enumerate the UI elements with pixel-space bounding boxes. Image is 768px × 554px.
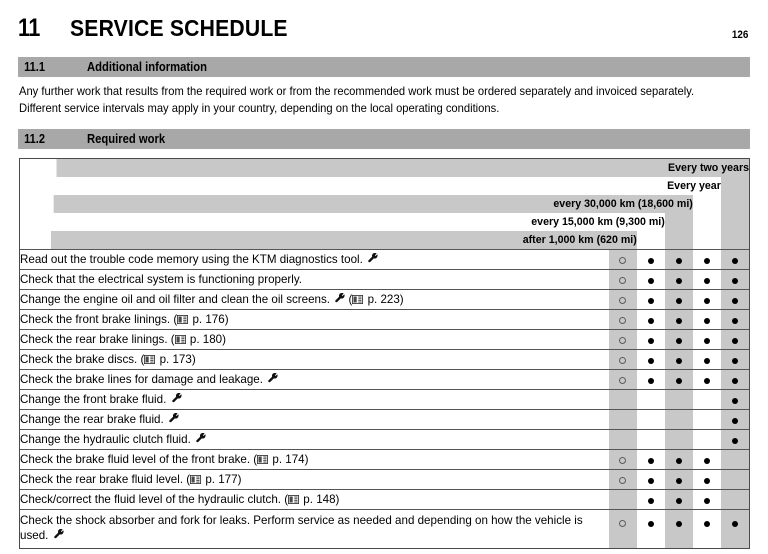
interval-marker-cell	[721, 470, 749, 490]
interval-header-spacer	[665, 213, 693, 231]
marker-filled	[676, 318, 682, 324]
table-header-row	[20, 213, 749, 231]
interval-marker-cell	[721, 370, 749, 390]
marker-hollow	[619, 337, 626, 344]
wrench-icon	[169, 413, 179, 424]
task-description: Change the front brake fluid.	[20, 390, 609, 410]
section-heading-additional-information	[18, 57, 750, 77]
interval-marker-cell	[609, 510, 637, 549]
interval-marker-cell	[693, 430, 721, 450]
marker-filled	[648, 358, 654, 364]
table-header-row	[20, 231, 749, 250]
marker-hollow	[619, 317, 626, 324]
marker-filled	[648, 318, 654, 324]
interval-marker-cell	[637, 430, 665, 450]
interval-marker-cell	[609, 450, 637, 470]
marker-hollow	[619, 257, 626, 264]
table-header-row	[20, 195, 749, 213]
marker-filled	[732, 318, 738, 324]
interval-marker-cell	[693, 490, 721, 510]
task-description: Check the front brake linings. ( p. 176)	[20, 310, 609, 330]
task-description: Change the rear brake fluid.	[20, 410, 609, 430]
book-reference-icon	[190, 473, 201, 482]
table-row	[20, 410, 749, 430]
marker-filled	[704, 318, 710, 324]
table-row	[20, 490, 749, 510]
task-description: Change the hydraulic clutch fluid.	[20, 430, 609, 450]
marker-hollow	[619, 520, 626, 527]
interval-header-spacer	[637, 231, 665, 250]
interval-marker-cell	[609, 410, 637, 430]
paragraph-line: Any further work that results from the required work or from the recommended work must be ordered separately and invoiced separately.	[19, 85, 695, 98]
interval-marker-cell	[721, 450, 749, 470]
interval-marker-cell	[665, 410, 693, 430]
table-row	[20, 330, 749, 350]
page-title: SERVICE SCHEDULE	[70, 15, 288, 41]
marker-hollow	[619, 377, 626, 384]
interval-header-label: after 1,000 km (620 mi)	[51, 231, 637, 250]
section-heading-required-work	[18, 129, 750, 149]
interval-header-spacer	[721, 195, 749, 213]
book-reference-icon	[144, 353, 155, 362]
section-title: Required work	[87, 132, 166, 146]
interval-marker-cell	[693, 250, 721, 270]
table-row	[20, 290, 749, 310]
marker-filled	[676, 338, 682, 344]
marker-filled	[732, 278, 738, 284]
interval-marker-cell	[637, 350, 665, 370]
wrench-icon	[368, 253, 378, 264]
interval-header-label: every 15,000 km (9,300 mi)	[52, 213, 665, 231]
interval-marker-cell	[665, 250, 693, 270]
task-description: Check the brake discs. ( p. 173)	[20, 350, 609, 370]
marker-filled	[732, 418, 738, 424]
table-row	[20, 350, 749, 370]
chapter-header	[0, 0, 768, 43]
marker-filled	[648, 338, 654, 344]
marker-filled	[704, 458, 710, 464]
interval-header-spacer	[665, 231, 693, 250]
interval-marker-cell	[665, 430, 693, 450]
interval-marker-cell	[665, 350, 693, 370]
interval-marker-cell	[721, 290, 749, 310]
interval-marker-cell	[721, 510, 749, 549]
interval-marker-cell	[609, 290, 637, 310]
interval-marker-cell	[665, 270, 693, 290]
task-description: Check the rear brake linings. ( p. 180)	[20, 330, 609, 350]
interval-marker-cell	[637, 310, 665, 330]
book-reference-icon	[175, 333, 186, 342]
interval-marker-cell	[665, 450, 693, 470]
interval-marker-cell	[665, 330, 693, 350]
marker-filled	[732, 358, 738, 364]
interval-marker-cell	[721, 310, 749, 330]
interval-marker-cell	[693, 390, 721, 410]
marker-filled	[704, 298, 710, 304]
page-number: 126	[731, 29, 748, 41]
interval-marker-cell	[609, 390, 637, 410]
marker-filled	[676, 278, 682, 284]
interval-header-spacer	[721, 213, 749, 231]
interval-marker-cell	[637, 250, 665, 270]
interval-marker-cell	[665, 290, 693, 310]
table-row	[20, 390, 749, 410]
marker-filled	[648, 478, 654, 484]
table-row	[20, 470, 749, 490]
task-description: Read out the trouble code memory using the KTM diagnostics tool.	[20, 250, 609, 270]
interval-marker-cell	[665, 510, 693, 549]
interval-marker-cell	[721, 350, 749, 370]
interval-marker-cell	[609, 270, 637, 290]
book-reference-icon	[288, 493, 299, 502]
wrench-icon	[196, 433, 206, 444]
book-reference-icon	[177, 313, 188, 322]
marker-filled	[704, 258, 710, 264]
interval-marker-cell	[637, 410, 665, 430]
interval-marker-cell	[721, 430, 749, 450]
interval-marker-cell	[665, 490, 693, 510]
interval-marker-cell	[637, 290, 665, 310]
interval-marker-cell	[665, 370, 693, 390]
marker-filled	[676, 378, 682, 384]
interval-marker-cell	[693, 310, 721, 330]
book-reference-icon	[257, 453, 268, 462]
marker-filled	[676, 258, 682, 264]
task-description: Change the engine oil and oil filter and clean the oil screens. ( p. 223)	[20, 290, 609, 310]
interval-header-spacer	[693, 213, 721, 231]
marker-filled	[648, 258, 654, 264]
interval-marker-cell	[637, 450, 665, 470]
interval-header-spacer	[721, 177, 749, 195]
marker-hollow	[619, 477, 626, 484]
interval-marker-cell	[609, 310, 637, 330]
interval-marker-cell	[609, 330, 637, 350]
marker-filled	[704, 378, 710, 384]
marker-filled	[704, 498, 710, 504]
interval-marker-cell	[721, 330, 749, 350]
interval-header-spacer	[721, 231, 749, 250]
book-reference-icon	[352, 293, 363, 302]
section-number: 11.2	[24, 132, 45, 146]
marker-filled	[704, 358, 710, 364]
marker-filled	[704, 278, 710, 284]
marker-filled	[676, 521, 682, 527]
marker-hollow	[619, 297, 626, 304]
interval-header-label: Every year	[55, 177, 721, 195]
marker-filled	[732, 398, 738, 404]
interval-marker-cell	[637, 370, 665, 390]
interval-marker-cell	[693, 270, 721, 290]
interval-marker-cell	[693, 410, 721, 430]
marker-filled	[732, 521, 738, 527]
interval-header-label: every 30,000 km (18,600 mi)	[54, 195, 693, 213]
marker-filled	[676, 498, 682, 504]
interval-marker-cell	[693, 450, 721, 470]
interval-header-label: Every two years	[56, 159, 749, 177]
interval-marker-cell	[693, 350, 721, 370]
interval-marker-cell	[721, 270, 749, 290]
table-row	[20, 450, 749, 470]
marker-filled	[732, 438, 738, 444]
marker-filled	[648, 298, 654, 304]
table-header-row	[20, 159, 749, 177]
table-row	[20, 430, 749, 450]
task-description: Check/correct the fluid level of the hydraulic clutch. ( p. 148)	[20, 490, 609, 510]
wrench-icon	[172, 393, 182, 404]
task-description: Check the rear brake fluid level. ( p. 177)	[20, 470, 609, 490]
interval-marker-cell	[693, 370, 721, 390]
table-row	[20, 250, 749, 270]
marker-filled	[704, 478, 710, 484]
interval-marker-cell	[693, 290, 721, 310]
marker-filled	[732, 258, 738, 264]
marker-filled	[732, 378, 738, 384]
task-description: Check the brake lines for damage and leakage.	[20, 370, 609, 390]
marker-filled	[704, 338, 710, 344]
interval-marker-cell	[721, 410, 749, 430]
table-row	[20, 310, 749, 330]
marker-filled	[648, 521, 654, 527]
interval-marker-cell	[693, 330, 721, 350]
interval-header-spacer	[693, 231, 721, 250]
interval-marker-cell	[721, 390, 749, 410]
interval-marker-cell	[609, 350, 637, 370]
section-number: 11.1	[24, 60, 45, 74]
table-row	[20, 510, 749, 549]
marker-filled	[648, 378, 654, 384]
marker-filled	[732, 298, 738, 304]
marker-filled	[676, 298, 682, 304]
interval-marker-cell	[637, 270, 665, 290]
task-description: Check that the electrical system is functioning properly.	[20, 270, 609, 290]
chapter-number: 11	[18, 14, 40, 42]
table-row	[20, 270, 749, 290]
interval-marker-cell	[637, 390, 665, 410]
interval-marker-cell	[637, 330, 665, 350]
interval-marker-cell	[609, 430, 637, 450]
interval-marker-cell	[637, 490, 665, 510]
wrench-icon	[54, 529, 64, 540]
marker-filled	[676, 458, 682, 464]
interval-marker-cell	[609, 370, 637, 390]
marker-filled	[676, 478, 682, 484]
marker-filled	[648, 278, 654, 284]
task-description: Check the brake fluid level of the front brake. ( p. 174)	[20, 450, 609, 470]
interval-marker-cell	[693, 510, 721, 549]
interval-marker-cell	[609, 490, 637, 510]
table-row	[20, 370, 749, 390]
interval-header-spacer	[693, 195, 721, 213]
marker-filled	[648, 498, 654, 504]
required-work-table	[19, 158, 750, 549]
interval-marker-cell	[609, 470, 637, 490]
interval-marker-cell	[665, 390, 693, 410]
interval-marker-cell	[609, 250, 637, 270]
interval-marker-cell	[637, 470, 665, 490]
marker-filled	[704, 521, 710, 527]
additional-information-paragraph	[19, 84, 722, 117]
marker-filled	[732, 338, 738, 344]
interval-marker-cell	[665, 470, 693, 490]
marker-filled	[648, 458, 654, 464]
interval-marker-cell	[665, 310, 693, 330]
marker-hollow	[619, 277, 626, 284]
wrench-icon	[268, 373, 278, 384]
wrench-icon	[335, 293, 345, 304]
interval-marker-cell	[637, 510, 665, 549]
paragraph-line: Different service intervals may apply in your country, depending on the local operating conditions.	[19, 101, 500, 115]
marker-hollow	[619, 357, 626, 364]
table-header-row	[20, 177, 749, 195]
task-description: Check the shock absorber and fork for leaks. Perform service as needed and depending on how the vehicle is used.	[20, 510, 609, 549]
section-title: Additional information	[87, 60, 207, 74]
interval-marker-cell	[693, 470, 721, 490]
marker-hollow	[619, 457, 626, 464]
interval-marker-cell	[721, 250, 749, 270]
interval-marker-cell	[721, 490, 749, 510]
marker-filled	[676, 358, 682, 364]
